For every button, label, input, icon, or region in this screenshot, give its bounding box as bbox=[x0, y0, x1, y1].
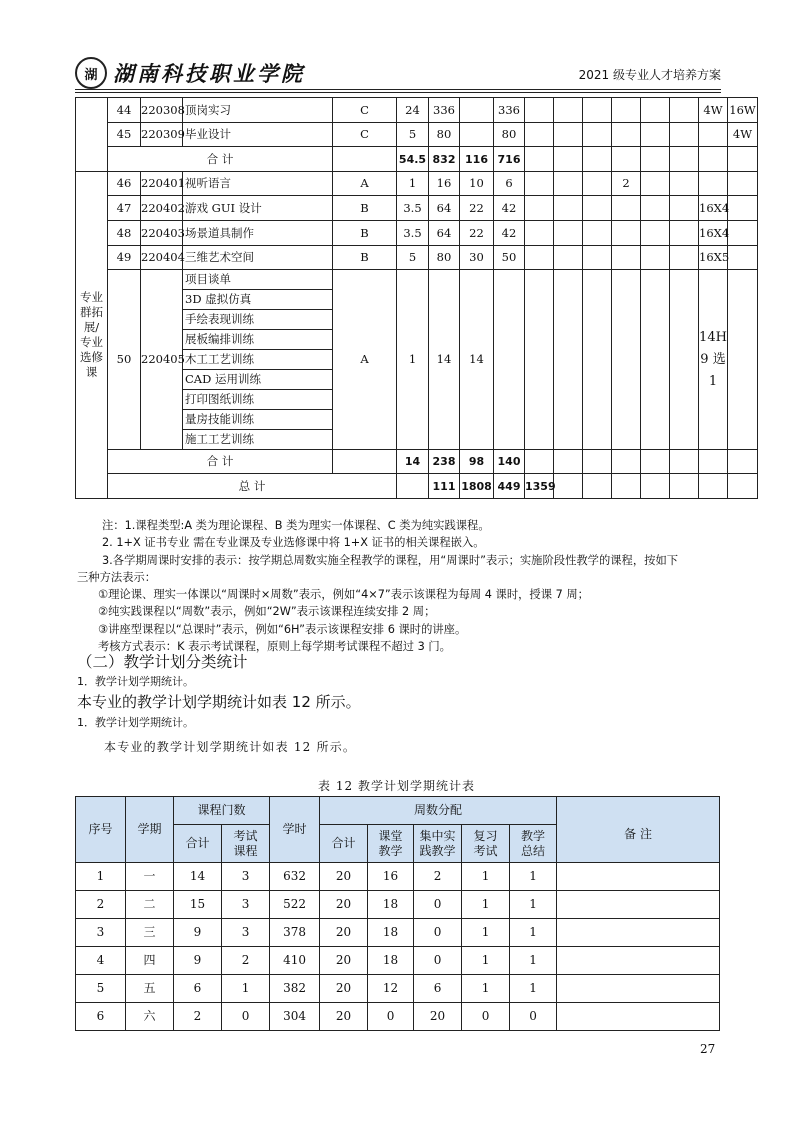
remark-header: 备 注 bbox=[557, 797, 720, 863]
course-name: 游戏 GUI 设计 bbox=[183, 196, 333, 221]
paragraph: 本专业的教学计划学期统计如表 12 所示。 bbox=[104, 740, 357, 754]
course-name: 毕业设计 bbox=[183, 123, 333, 147]
table-row: 3 三 9 3 378 20 18 0 1 1 bbox=[76, 919, 720, 947]
table-row: 6 六 2 0 304 20 0 20 0 0 bbox=[76, 1003, 720, 1031]
plan-title: 2021 级专业人才培养方案 bbox=[578, 68, 721, 82]
note-line: ①理论课、理实一体课以“周课时×周数”表示，例如“4×7”表示该课程为每周 4 课时，授课 7 周； bbox=[98, 588, 589, 602]
course-name: 施工工艺训练 bbox=[183, 430, 333, 450]
paragraph: 1．教学计划学期统计。 bbox=[77, 716, 194, 729]
course-name: 顶岗实习 bbox=[183, 98, 333, 123]
table-row: 45 220309 毕业设计 C 5 80 80 4W bbox=[76, 123, 758, 147]
subtotal-row: 合 计 14 238 98 140 bbox=[76, 450, 758, 474]
table-row: 5 五 6 1 382 20 12 6 1 1 bbox=[76, 975, 720, 1003]
subtotal-label: 合 计 bbox=[108, 147, 333, 172]
table-row: 专业群拓展/专业选修课 46 220401 视听语言 A 1 16 10 6 2 bbox=[76, 172, 758, 196]
table-row: 44 220308 顶岗实习 C 24 336 336 4W 16W bbox=[76, 98, 758, 123]
subtotal-label: 合 计 bbox=[108, 450, 333, 474]
page-header bbox=[75, 56, 721, 90]
table-caption: 表 12 教学计划学期统计表 bbox=[318, 779, 475, 793]
school-name: 湖南科技职业学院 bbox=[113, 61, 305, 86]
table-row: 50 220405 项目谈单 A 1 14 14 14H 9 选 1 bbox=[76, 270, 758, 290]
table-row: 49 220404 三维艺术空间 B 5 80 30 50 16X5 bbox=[76, 246, 758, 270]
note-line: 考核方式表示：K 表示考试课程，原则上每学期考试课程不超过 3 门。 bbox=[98, 640, 451, 654]
header-row: 合计 考试课程 合计 课堂教学 集中实践教学 复习考试 教学总结 bbox=[76, 825, 720, 863]
course-name: 木工工艺训练 bbox=[183, 350, 333, 370]
semester-stats-table bbox=[75, 796, 720, 1031]
school-seal-icon: 湖 bbox=[75, 57, 107, 89]
section-title: （二）教学计划分类统计 bbox=[77, 653, 248, 671]
note-line: 2. 1+X 证书专业 需在专业课及专业选修课中将 1+X 证书的相关课程嵌入。 bbox=[102, 536, 485, 550]
school-logo bbox=[75, 56, 305, 90]
course-name: 手绘表现训练 bbox=[183, 310, 333, 330]
grand-total-label: 总 计 bbox=[108, 474, 397, 499]
note-line: ②纯实践课程以“周数”表示，例如“2W”表示该课程连续安排 2 周； bbox=[98, 605, 436, 619]
note-line: 注：1.课程类型:A 类为理论课程、B 类为理实一体课程、C 类为纯实践课程。 bbox=[102, 519, 490, 532]
course-name: 项目谈单 bbox=[183, 270, 333, 290]
course-name: 展板编排训练 bbox=[183, 330, 333, 350]
table-notes bbox=[77, 517, 727, 655]
note-line: ③讲座型课程以“总课时”表示，例如“6H”表示该课程安排 6 课时的讲座。 bbox=[98, 622, 467, 636]
group-cell-empty bbox=[76, 98, 108, 172]
header-row: 序号 学期 课程门数 学时 周数分配 备 注 bbox=[76, 797, 720, 825]
elective-hours: 14H 9 选 1 bbox=[699, 270, 728, 450]
header-rule bbox=[75, 89, 721, 90]
course-name: CAD 运用训练 bbox=[183, 370, 333, 390]
grand-total-row: 总 计 111 1808 449 1359 bbox=[76, 474, 758, 499]
paragraph: 本专业的教学计划学期统计如表 12 所示。 bbox=[77, 693, 361, 711]
course-schedule-table bbox=[75, 97, 758, 499]
paragraph: 1．教学计划学期统计。 bbox=[77, 675, 194, 688]
course-name: 3D 虚拟仿真 bbox=[183, 290, 333, 310]
course-name: 视听语言 bbox=[183, 172, 333, 196]
course-name: 场景道具制作 bbox=[183, 221, 333, 246]
course-name: 量房技能训练 bbox=[183, 410, 333, 430]
table-row: 2 二 15 3 522 20 18 0 1 1 bbox=[76, 891, 720, 919]
header-rule-thin bbox=[75, 92, 721, 93]
subtotal-row: 合 计 54.5 832 116 716 bbox=[76, 147, 758, 172]
note-line: 3.各学期周课时安排的表示：按学期总周数实施全程教学的课程，用“周课时”表示；实施阶段性教学的课程，按如下 bbox=[102, 553, 679, 567]
group-label: 专业群拓展/专业选修课 bbox=[76, 172, 108, 499]
table-row: 4 四 9 2 410 20 18 0 1 1 bbox=[76, 947, 720, 975]
course-name: 打印图纸训练 bbox=[183, 390, 333, 410]
table-row: 1 一 14 3 632 20 16 2 1 1 bbox=[76, 863, 720, 891]
course-name: 三维艺术空间 bbox=[183, 246, 333, 270]
table-row: 48 220403 场景道具制作 B 3.5 64 22 42 16X4 bbox=[76, 221, 758, 246]
page-number: 27 bbox=[700, 1042, 716, 1056]
note-line: 三种方法表示： bbox=[77, 570, 157, 584]
table-row: 47 220402 游戏 GUI 设计 B 3.5 64 22 42 16X4 bbox=[76, 196, 758, 221]
